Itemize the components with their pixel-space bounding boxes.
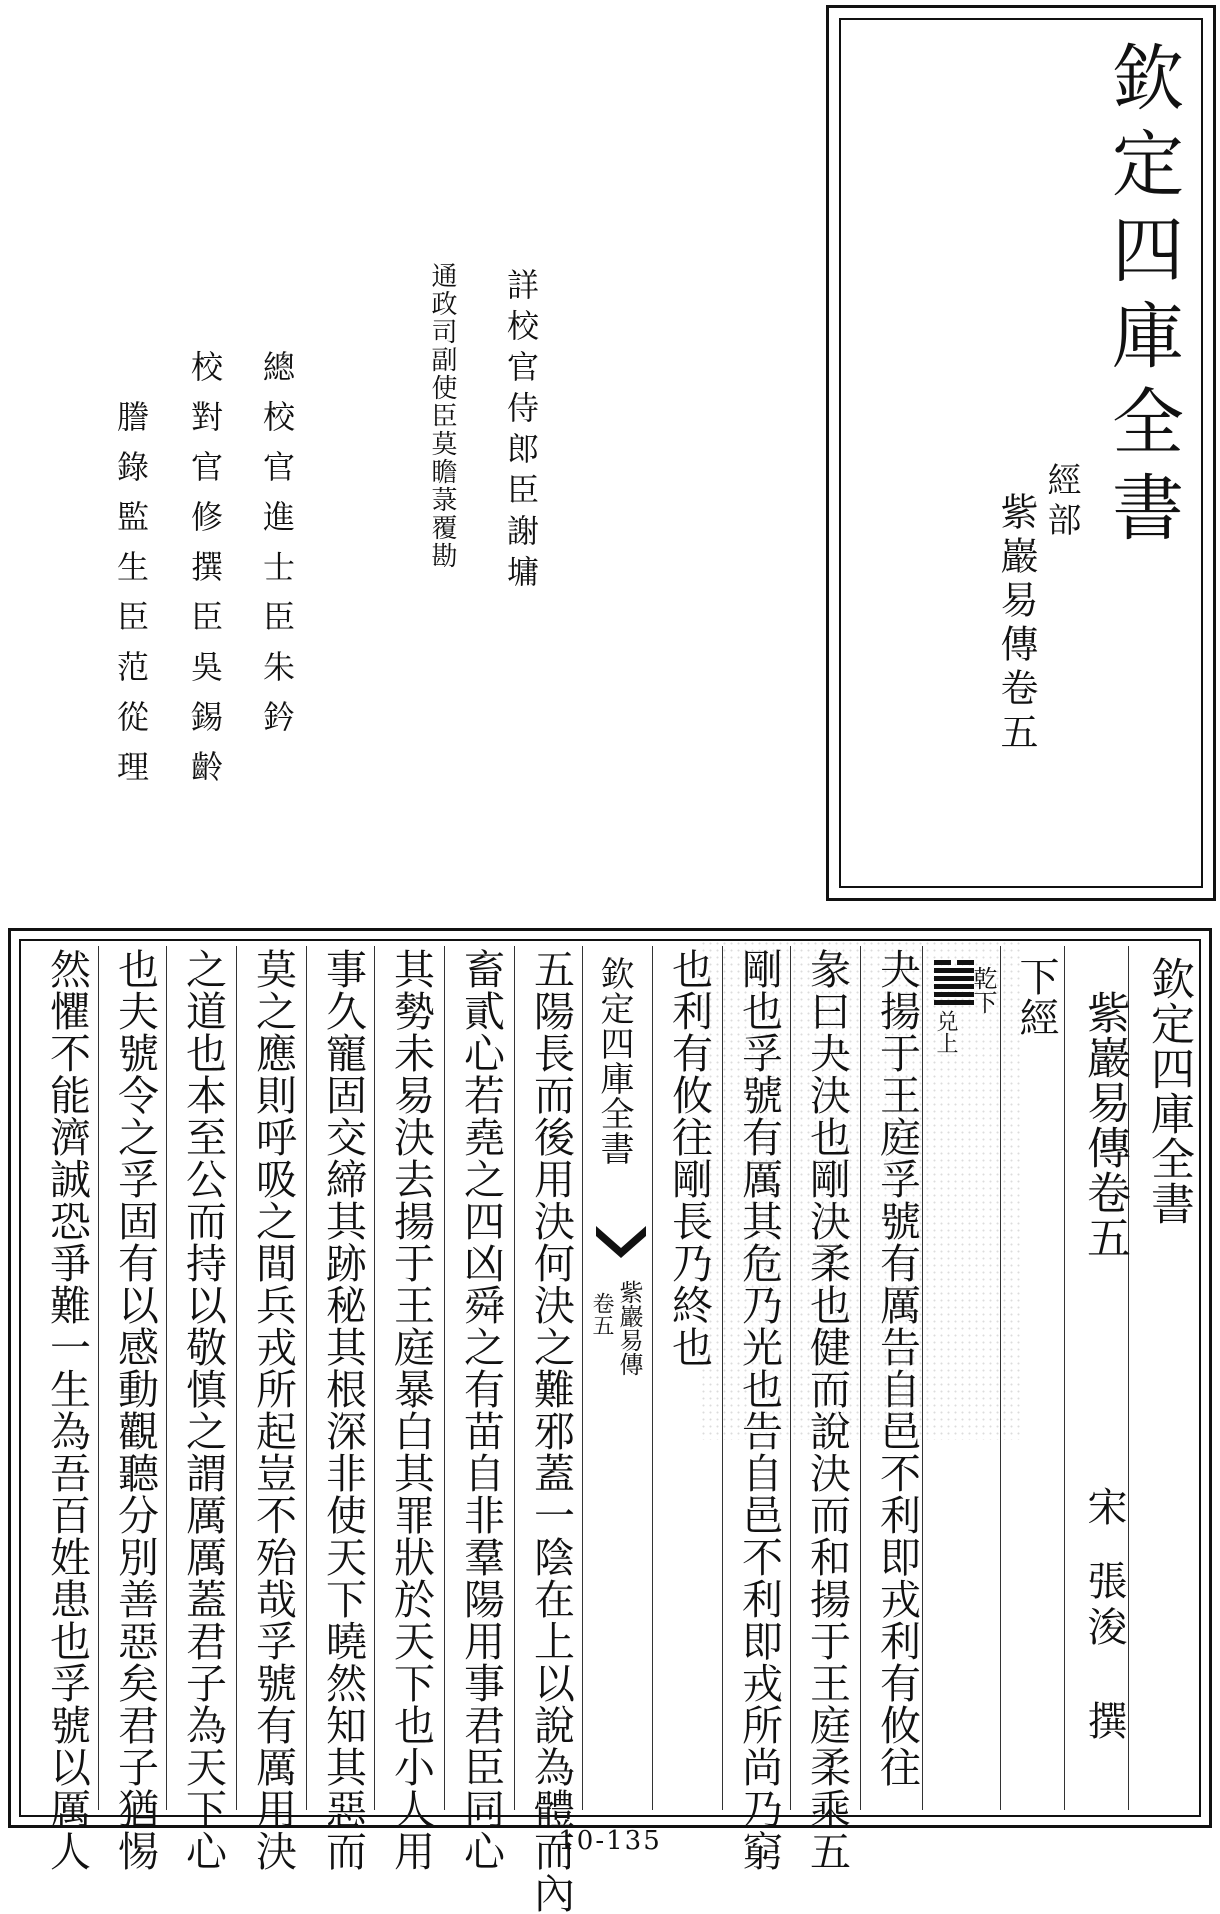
text-column: 夬揚于王庭孚號有厲告自邑不利即戎利有攸往 [873, 948, 921, 1788]
page-number: 10-135 [558, 1826, 662, 1856]
author-dynasty: 宋 [1081, 1486, 1127, 1527]
slip-category: 經部 [1041, 462, 1081, 542]
column-rule [374, 946, 375, 1810]
author-action: 撰 [1081, 1700, 1127, 1741]
centre-title: 欽定四庫全書 [594, 956, 634, 1166]
centre-work: 紫巖易傳 [615, 1280, 643, 1376]
official-copyist: 謄錄監生臣范從理 [112, 400, 150, 800]
text-column: 也夫號令之孚固有以感動觀聽分別善惡矣君子猶惕 [111, 948, 159, 1872]
author-name: 張浚 [1081, 1560, 1127, 1652]
official-collator: 校對官修撰臣吳錫齡 [186, 350, 224, 800]
official-chief-proofreader: 總校官進士臣朱鈐 [258, 350, 296, 750]
column-rule [860, 946, 861, 1810]
column-rule [514, 946, 515, 1810]
hexagram-label-lower: 兑上 [933, 1010, 958, 1054]
section-label: 下經 [1013, 956, 1059, 1038]
column-rule [306, 946, 307, 1810]
header-title: 欽定四庫全書 [1143, 956, 1194, 1226]
column-rule [722, 946, 723, 1810]
work-title: 紫巖易傳卷五 [1079, 990, 1130, 1260]
text-column: 之道也本至公而持以敬慎之謂厲厲蓋君子為天下心 [179, 948, 227, 1872]
text-column: 然懼不能濟誠恐爭難一生為吾百姓患也孚號以厲人 [43, 948, 91, 1872]
slip-title: 欽定四庫全書 [1100, 40, 1184, 556]
column-rule [652, 946, 653, 1810]
text-column: 剛也孚號有厲其危乃光也告自邑不利即戎所尚乃窮 [735, 948, 783, 1872]
text-column: 也利有攸往剛長乃終也 [665, 948, 713, 1368]
text-column: 彖曰夬決也剛決柔也健而說決而和揚于王庭柔乘五 [803, 948, 851, 1872]
column-rule [444, 946, 445, 1810]
text-column: 莫之應則呼吸之間兵戎所起豈不殆哉孚號有厲用決 [249, 948, 297, 1872]
column-rule [582, 946, 583, 1810]
column-rule [1064, 946, 1065, 1810]
column-rule [236, 946, 237, 1810]
official-review-inspector: 通政司副使臣莫瞻菉覆勘 [427, 262, 457, 570]
text-column: 畜貳心若堯之四凶舜之有苗自非羣陽用事君臣同心 [457, 948, 505, 1872]
slip-work-title: 紫巖易傳卷五 [994, 492, 1038, 756]
column-rule [790, 946, 791, 1810]
text-column: 事久寵固交締其跡秘其根深非使天下曉然知其惡而 [319, 948, 367, 1872]
text-column: 其勢未易決去揚于王庭暴白其罪狀於天下也小人用 [387, 948, 435, 1872]
centre-juan: 卷五 [589, 1292, 614, 1336]
text-column: 五陽長而後用決何決之難邪蓋一陰在上以說為體而內 [527, 948, 575, 1914]
official-detailed-proofreader: 詳校官侍郎臣謝墉 [502, 268, 540, 596]
column-rule [166, 946, 167, 1810]
hexagram-label-upper: 乾下 [969, 966, 997, 1014]
column-rule [98, 946, 99, 1810]
fish-tail-mark-icon [596, 1226, 646, 1266]
column-rule [1000, 946, 1001, 1810]
